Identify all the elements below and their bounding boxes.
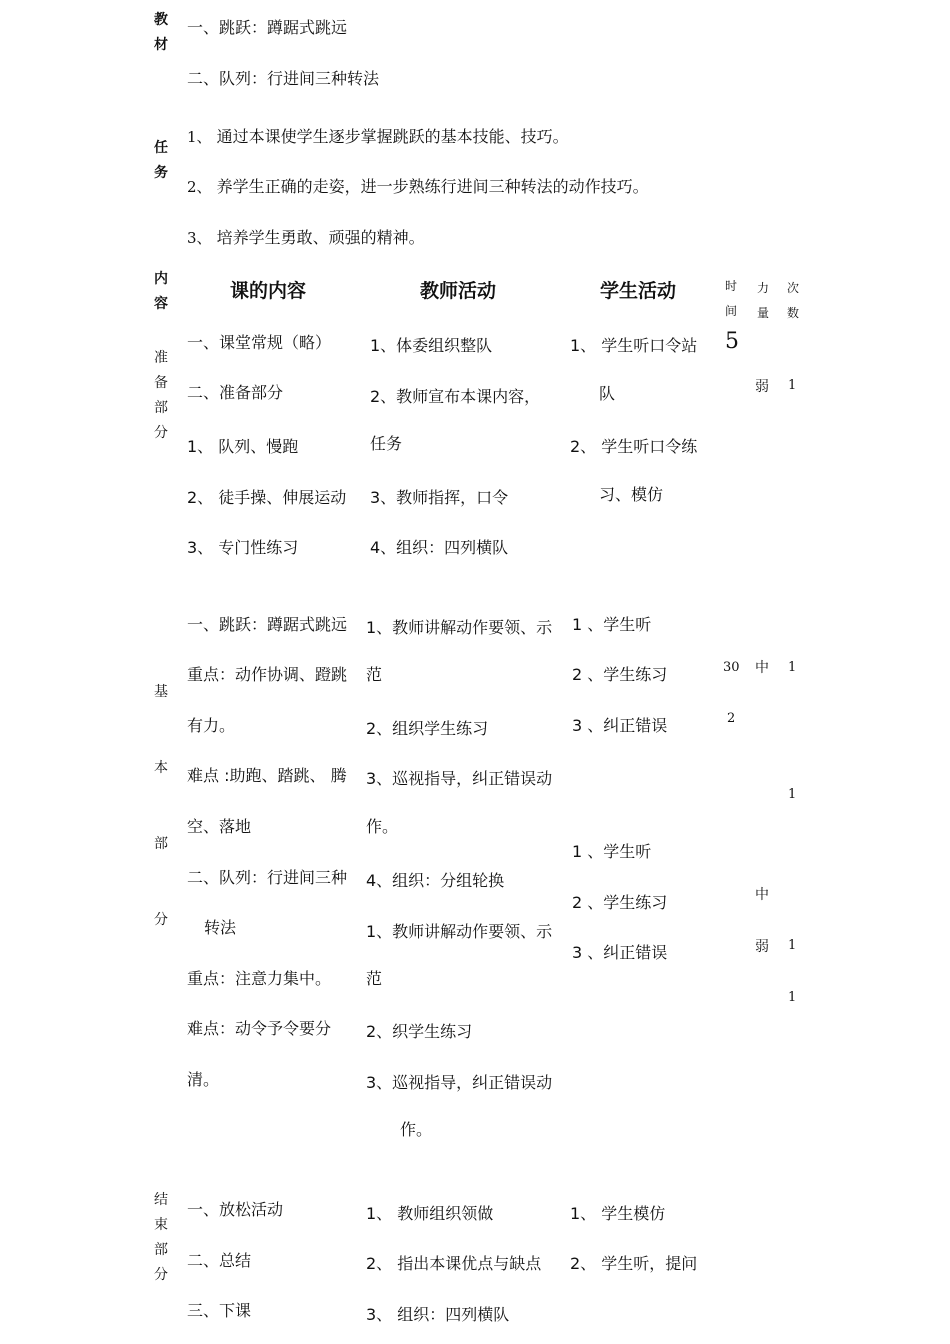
basic-teacher-4: 3、巡视指导，纠正错误动: [366, 769, 553, 788]
label-char: 备: [154, 375, 168, 391]
header-content: 课的内容: [230, 280, 307, 302]
basic-teacher-2: 范: [366, 665, 383, 684]
basic-teacher-11: 作。: [400, 1120, 433, 1139]
label-char: 材: [154, 37, 168, 53]
basic-teacher-7: 1、教师讲解动作要领、示: [366, 922, 553, 941]
prep-content-3: 1、 队列、慢跑: [187, 437, 299, 456]
basic-teacher-10: 3、巡视指导，纠正错误动: [366, 1073, 553, 1092]
header-teacher: 教师活动: [420, 280, 497, 302]
basic-count-1: 1: [788, 660, 797, 675]
prep-content-5: 3、 专门性练习: [187, 538, 299, 557]
label-char: 准: [154, 350, 168, 366]
task-text: 养学生正确的走姿，进一步熟练行进间三种转法的动作技巧。: [216, 177, 649, 196]
basic-content-6: 二、队列：行进间三种: [187, 868, 348, 887]
label-char: 分: [154, 912, 168, 928]
task-number: 2、: [187, 178, 212, 196]
basic-strength-1: 中: [755, 660, 769, 676]
label-char: 结: [154, 1192, 168, 1208]
end-teacher-1: 1、 教师组织领做: [366, 1204, 494, 1223]
task-number: 1、: [187, 128, 212, 146]
basic-teacher-9: 2、织学生练习: [366, 1022, 473, 1041]
prep-content-2: 二、准备部分: [187, 383, 284, 402]
section-label-zhunbei: [151, 346, 171, 446]
section-label-jiben: [151, 654, 171, 958]
header-char: 数: [787, 306, 800, 320]
task-text: 通过本课使学生逐步掌握跳跃的基本技能、技巧。: [216, 127, 569, 146]
end-teacher-2: 2、 指出本课优点与缺点: [366, 1254, 542, 1273]
prep-student-2: 队: [599, 384, 616, 403]
basic-teacher-3: 2、组织学生练习: [366, 719, 489, 738]
basic-student-2: 2 、学生练习: [572, 665, 668, 684]
task-item-1: [187, 127, 569, 147]
label-char: 束: [154, 1217, 168, 1233]
material-item-2: 二、队列：行进间三种转法: [187, 69, 380, 88]
prep-teacher-1: 1、体委组织整队: [370, 336, 493, 355]
section-label-jieshu: [151, 1188, 171, 1288]
prep-time: 5: [725, 329, 739, 354]
basic-content-1: 一、跳跃：蹲踞式跳远: [187, 615, 348, 634]
basic-content-7: 转法: [204, 918, 237, 937]
material-item-1: 一、跳跃：蹲踞式跳远: [187, 18, 348, 37]
label-char: 分: [154, 425, 168, 441]
basic-student-5: 2 、学生练习: [572, 893, 668, 912]
end-content-2: 二、总结: [187, 1251, 252, 1270]
prep-strength: 弱: [755, 379, 769, 395]
prep-teacher-5: 4、组织：四列横队: [370, 538, 509, 557]
basic-student-4: 1 、学生听: [572, 842, 652, 861]
basic-time-2: 2: [727, 711, 736, 726]
label-char: 部: [154, 400, 168, 416]
end-student-2: 2、 学生听，提问: [570, 1254, 698, 1273]
header-strength: [757, 276, 769, 326]
basic-count-4: 1: [788, 990, 797, 1005]
header-char: 力: [757, 281, 770, 295]
basic-count-2: 1: [788, 787, 797, 802]
header-char: 量: [757, 306, 770, 320]
task-text: 培养学生勇敢、顽强的精神。: [216, 228, 425, 247]
prep-content-1: 一、课堂常规（略）: [187, 333, 332, 352]
basic-strength-2: 中: [755, 887, 769, 903]
header-char: 间: [725, 304, 738, 318]
prep-teacher-3: 任务: [370, 434, 403, 453]
header-count: [787, 276, 799, 326]
basic-content-5: 空、落地: [187, 817, 252, 836]
basic-content-8: 重点：注意力集中。: [187, 969, 332, 988]
basic-strength-3: 弱: [755, 939, 769, 955]
section-label-jiaocai: [151, 8, 171, 58]
label-char: 任: [154, 140, 168, 156]
label-char: 内: [154, 271, 168, 287]
basic-student-3: 3 、纠正错误: [572, 716, 668, 735]
basic-content-2: 重点：动作协调、蹬跳: [187, 665, 348, 684]
section-label-neirong: [151, 267, 171, 317]
basic-teacher-1: 1、教师讲解动作要领、示: [366, 618, 553, 637]
basic-teacher-8: 范: [366, 969, 383, 988]
basic-time-1: 30: [723, 660, 740, 675]
prep-teacher-2: 2、教师宣布本课内容，: [370, 387, 541, 406]
basic-teacher-6: 4、组织：分组轮换: [366, 871, 505, 890]
label-char: 分: [154, 1267, 168, 1283]
label-char: 容: [154, 296, 168, 312]
prep-count: 1: [788, 378, 797, 393]
header-char: 次: [787, 281, 800, 295]
prep-student-3: 2、 学生听口令练: [570, 437, 698, 456]
task-item-3: [187, 228, 425, 248]
basic-content-3: 有力。: [187, 716, 236, 735]
prep-teacher-4: 3、教师指挥，口令: [370, 488, 509, 507]
prep-student-4: 习、模仿: [599, 485, 664, 504]
basic-student-1: 1 、学生听: [572, 615, 652, 634]
header-time: [725, 274, 737, 324]
task-number: 3、: [187, 229, 212, 247]
prep-content-4: 2、 徒手操、伸展运动: [187, 488, 347, 507]
header-student: 学生活动: [600, 280, 677, 302]
basic-content-10: 清。: [187, 1070, 220, 1089]
label-char: 教: [154, 12, 168, 28]
label-char: 本: [154, 760, 168, 776]
label-char: 部: [154, 1242, 168, 1258]
header-char: 时: [725, 279, 738, 293]
label-char: 基: [154, 684, 168, 700]
end-content-1: 一、放松活动: [187, 1200, 284, 1219]
basic-content-4: 难点 :助跑、踏跳、 腾: [187, 766, 347, 785]
prep-student-1: 1、 学生听口令站: [570, 336, 698, 355]
basic-count-3: 1: [788, 938, 797, 953]
basic-student-6: 3 、纠正错误: [572, 943, 668, 962]
basic-content-9: 难点：动令予令要分: [187, 1019, 332, 1038]
label-char: 务: [154, 165, 168, 181]
end-student-1: 1、 学生模仿: [570, 1204, 666, 1223]
section-label-renwu: [151, 136, 171, 186]
basic-teacher-5: 作。: [366, 817, 399, 836]
end-content-3: 三、下课: [187, 1301, 252, 1320]
end-teacher-3: 3、 组织：四列横队: [366, 1305, 510, 1324]
task-item-2: [187, 177, 649, 197]
label-char: 部: [154, 836, 168, 852]
